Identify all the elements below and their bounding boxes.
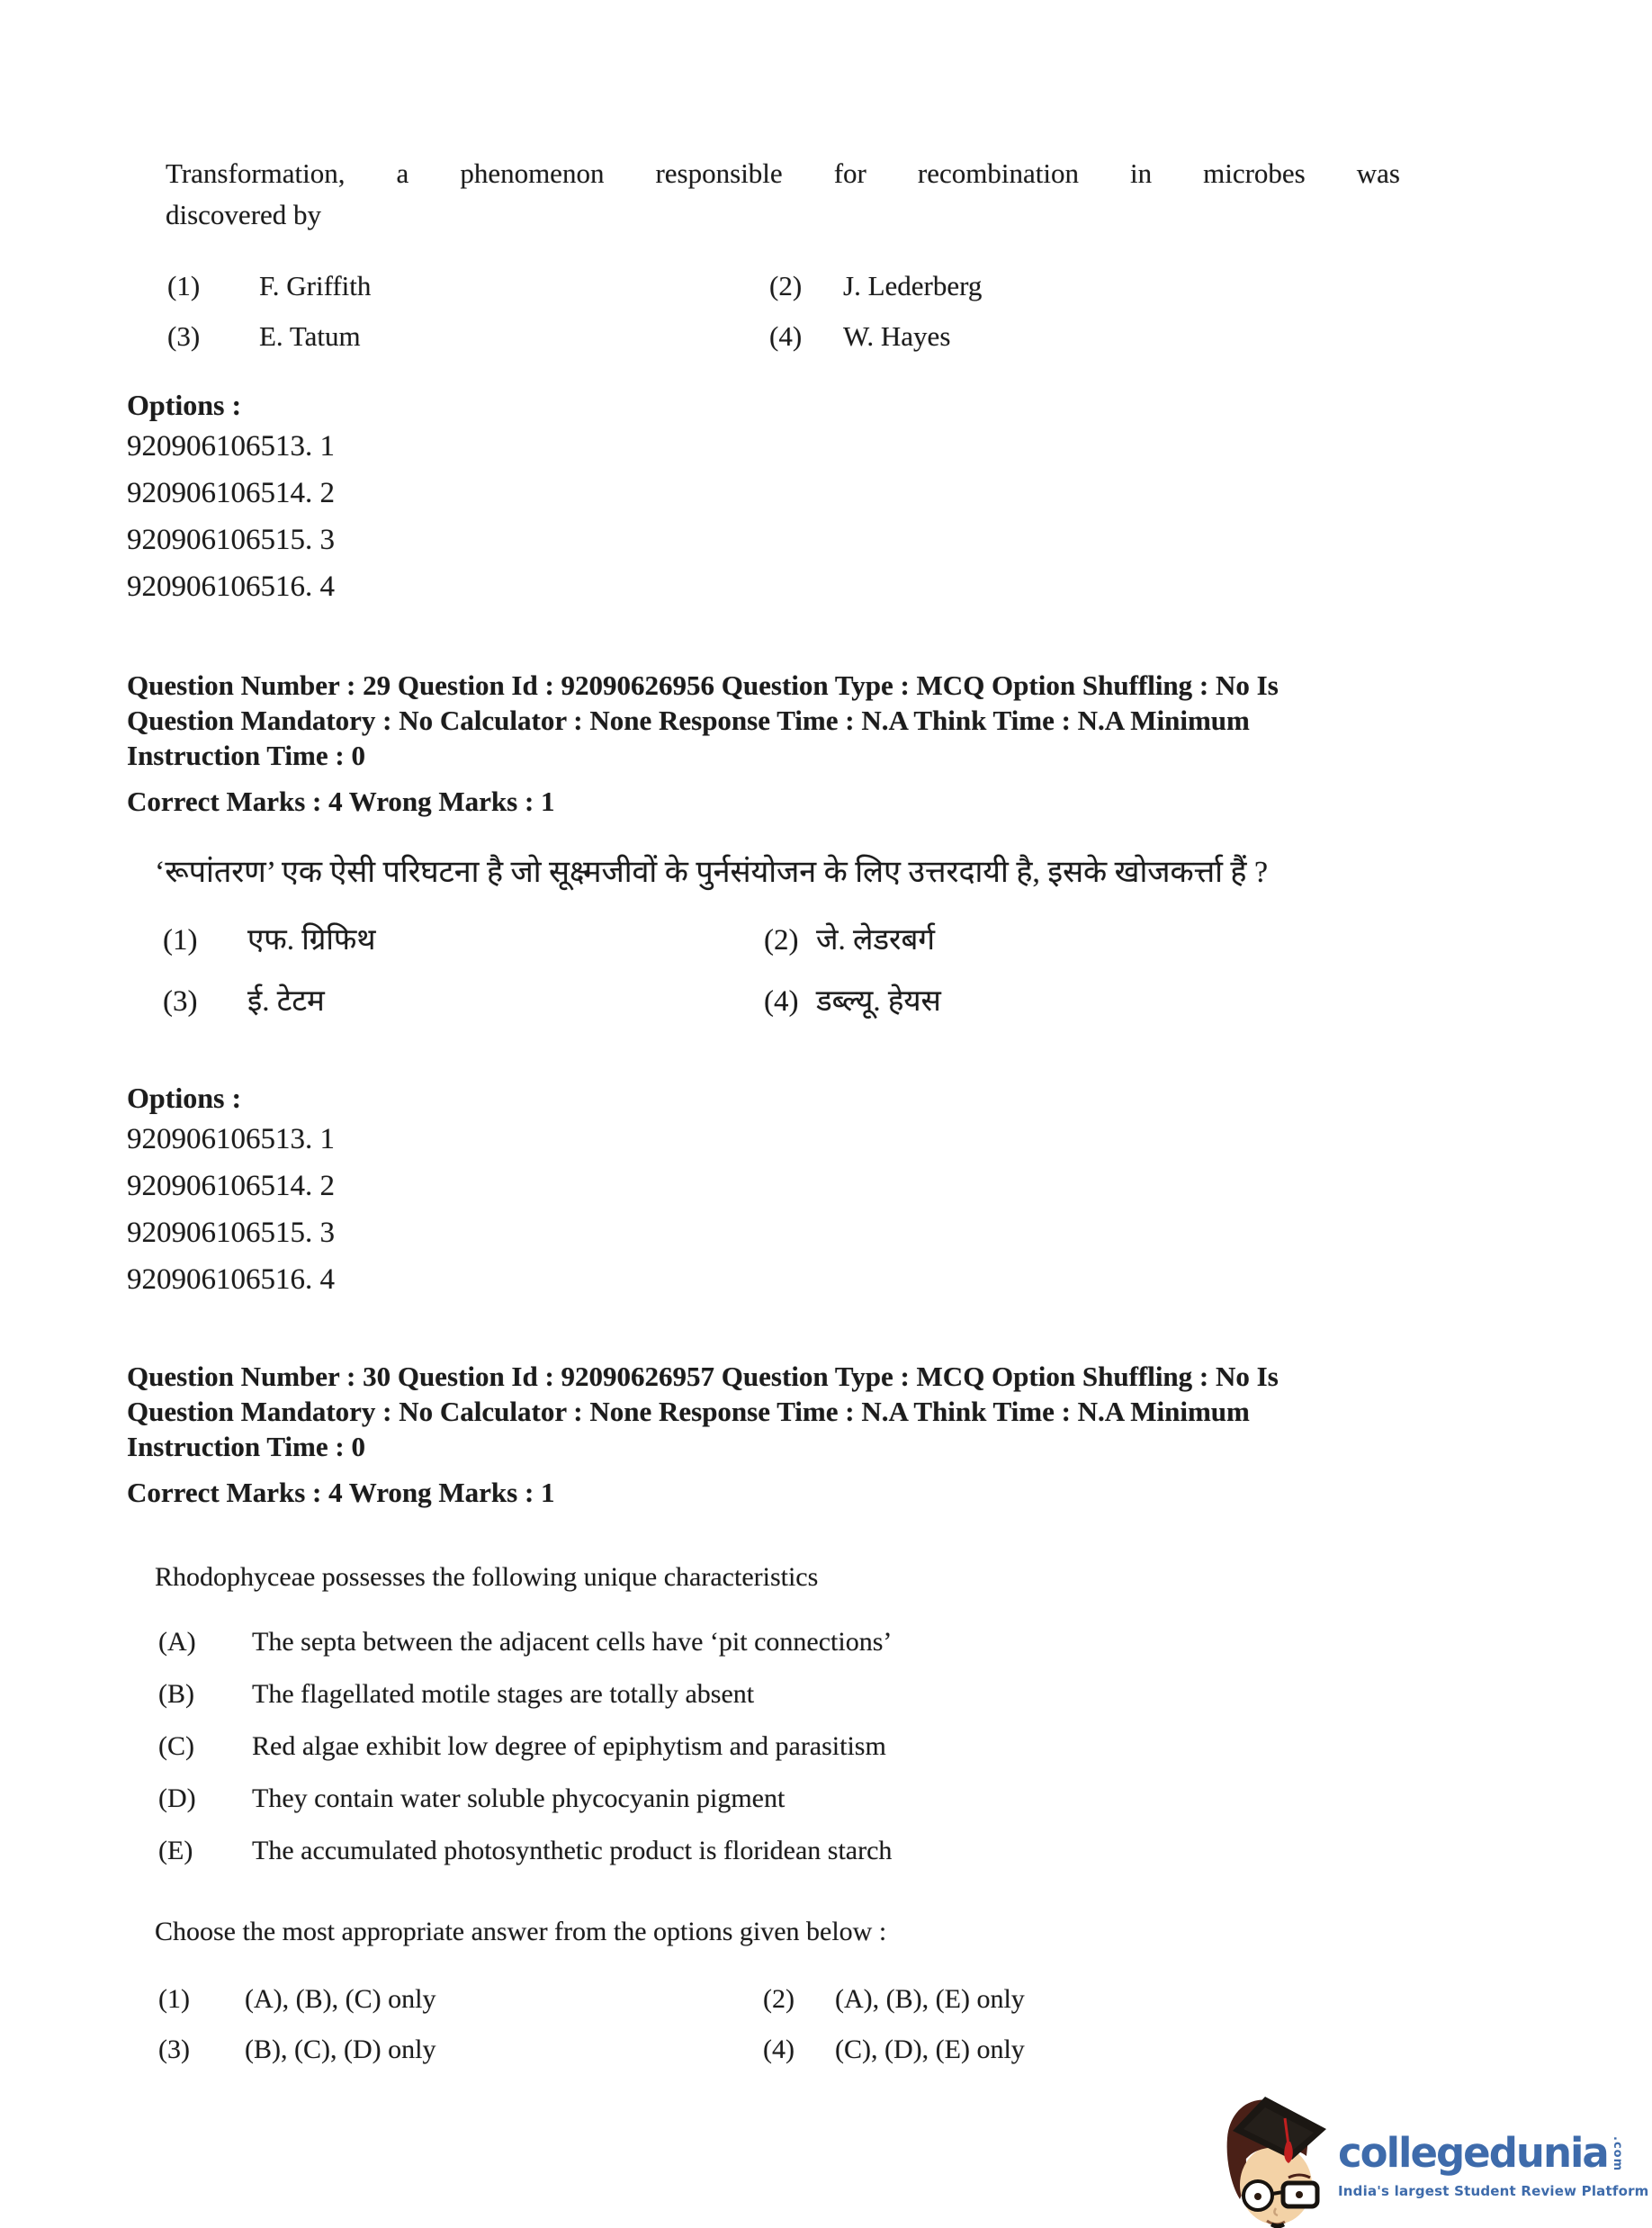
answer-choices-hindi <box>163 925 941 1018</box>
choice-number: (1) <box>163 924 198 957</box>
statement-letter: (E) <box>158 1836 193 1865</box>
option-id: 920906106516. 4 <box>127 1263 335 1296</box>
question-text-hindi: ‘रूपांतरण’ एक ऐसी परिघटना है जो सूक्ष्मजीवों के पुर्नसंयोजन के लिए उत्तरदायी है, इसके खोजकर्त्ता हैं ? <box>155 856 1269 889</box>
choice-number: (4) <box>764 985 799 1018</box>
choice-label: (C), (D), (E) only <box>835 2035 1025 2064</box>
question-text-line1: Transformation, a phenomenon responsible for recombination in microbes was <box>166 157 1400 189</box>
statement-text: The flagellated motile stages are totally absent <box>252 1679 755 1709</box>
choice-number: (2) <box>764 924 799 957</box>
statement-letter: (B) <box>158 1679 194 1709</box>
options-heading: Options : <box>127 1082 242 1114</box>
meta-line: Instruction Time : 0 <box>127 740 365 771</box>
question-text-line2: discovered by <box>166 199 322 230</box>
choice-label: डब्ल्यू. हेयस <box>816 985 941 1018</box>
choice-number: (2) <box>763 1984 795 2014</box>
choice-label: F. Griffith <box>259 270 372 301</box>
question-30-metadata <box>127 1359 1279 1510</box>
options-heading: Options : <box>127 389 242 421</box>
statement-letter: (C) <box>158 1731 194 1761</box>
collegedunia-tld-text: .com <box>1610 2136 1624 2172</box>
question-30-choose-line: Choose the most appropriate answer from the options given below : <box>155 1917 887 1946</box>
choice-label: (A), (B), (C) only <box>245 1984 436 2014</box>
meta-line: Instruction Time : 0 <box>127 1431 365 1462</box>
question-text-english <box>166 153 1400 236</box>
marks-line: Correct Marks : 4 Wrong Marks : 1 <box>127 1477 555 1508</box>
choice-number: (3) <box>163 985 198 1018</box>
choice-number: (1) <box>167 270 201 301</box>
choice-number: (1) <box>158 1984 190 2014</box>
choice-number: (4) <box>769 320 803 352</box>
choice-label: (A), (B), (E) only <box>835 1984 1025 2014</box>
choice-label: E. Tatum <box>259 320 361 352</box>
choice-label: ई. टेटम <box>247 985 325 1018</box>
choice-number: (3) <box>167 320 201 352</box>
answer-choices-english <box>167 272 982 351</box>
choice-label: एफ. ग्रिफिथ <box>247 924 376 957</box>
choice-label: J. Lederberg <box>843 270 983 301</box>
choice-label: W. Hayes <box>843 320 951 352</box>
question-30-intro: Rhodophyceae possesses the following unique characteristics <box>155 1562 819 1592</box>
options-id-block <box>127 387 335 610</box>
option-id: 920906106515. 3 <box>127 524 335 556</box>
collegedunia-mascot-icon <box>1220 2097 1330 2228</box>
choice-number: (3) <box>158 2035 190 2064</box>
choice-label: (B), (C), (D) only <box>245 2035 436 2064</box>
option-id: 920906106514. 2 <box>127 1170 335 1202</box>
collegedunia-tagline: India's largest Student Review Platform <box>1338 2183 1649 2199</box>
option-id: 920906106513. 1 <box>127 1123 335 1155</box>
statement-text: Red algae exhibit low degree of epiphytism and parasitism <box>252 1731 886 1761</box>
statement-text: The accumulated photosynthetic product is floridean starch <box>252 1836 893 1865</box>
choice-label: जे. लेडरबर्ग <box>816 924 935 957</box>
collegedunia-logo <box>1338 2131 1649 2199</box>
statement-letter: (D) <box>158 1783 196 1813</box>
meta-line: Question Number : 30 Question Id : 92090626957 Question Type : MCQ Option Shuffling : No Is <box>127 1361 1279 1392</box>
meta-line: Question Number : 29 Question Id : 92090626956 Question Type : MCQ Option Shuffling : No Is <box>127 669 1279 701</box>
choice-number: (4) <box>763 2035 795 2064</box>
question-29-metadata <box>127 668 1279 819</box>
collegedunia-brand-text: collegedunia <box>1338 2129 1608 2177</box>
options-id-block <box>127 1080 335 1303</box>
statement-text: The septa between the adjacent cells have ‘pit connections’ <box>252 1627 893 1657</box>
option-id: 920906106513. 1 <box>127 430 335 463</box>
marks-line: Correct Marks : 4 Wrong Marks : 1 <box>127 786 555 817</box>
statement-text: They contain water soluble phycocyanin pigment <box>252 1783 786 1813</box>
answer-choices-q30 <box>158 1984 1025 2065</box>
question-30-statements <box>158 1627 892 1866</box>
meta-line: Question Mandatory : No Calculator : None Response Time : N.A Think Time : N.A Minimum <box>127 705 1250 736</box>
option-id: 920906106514. 2 <box>127 477 335 509</box>
option-id: 920906106515. 3 <box>127 1217 335 1249</box>
meta-line: Question Mandatory : No Calculator : None Response Time : N.A Think Time : N.A Minimum <box>127 1396 1250 1427</box>
option-id: 920906106516. 4 <box>127 570 335 603</box>
choice-number: (2) <box>769 270 803 301</box>
statement-letter: (A) <box>158 1627 196 1657</box>
